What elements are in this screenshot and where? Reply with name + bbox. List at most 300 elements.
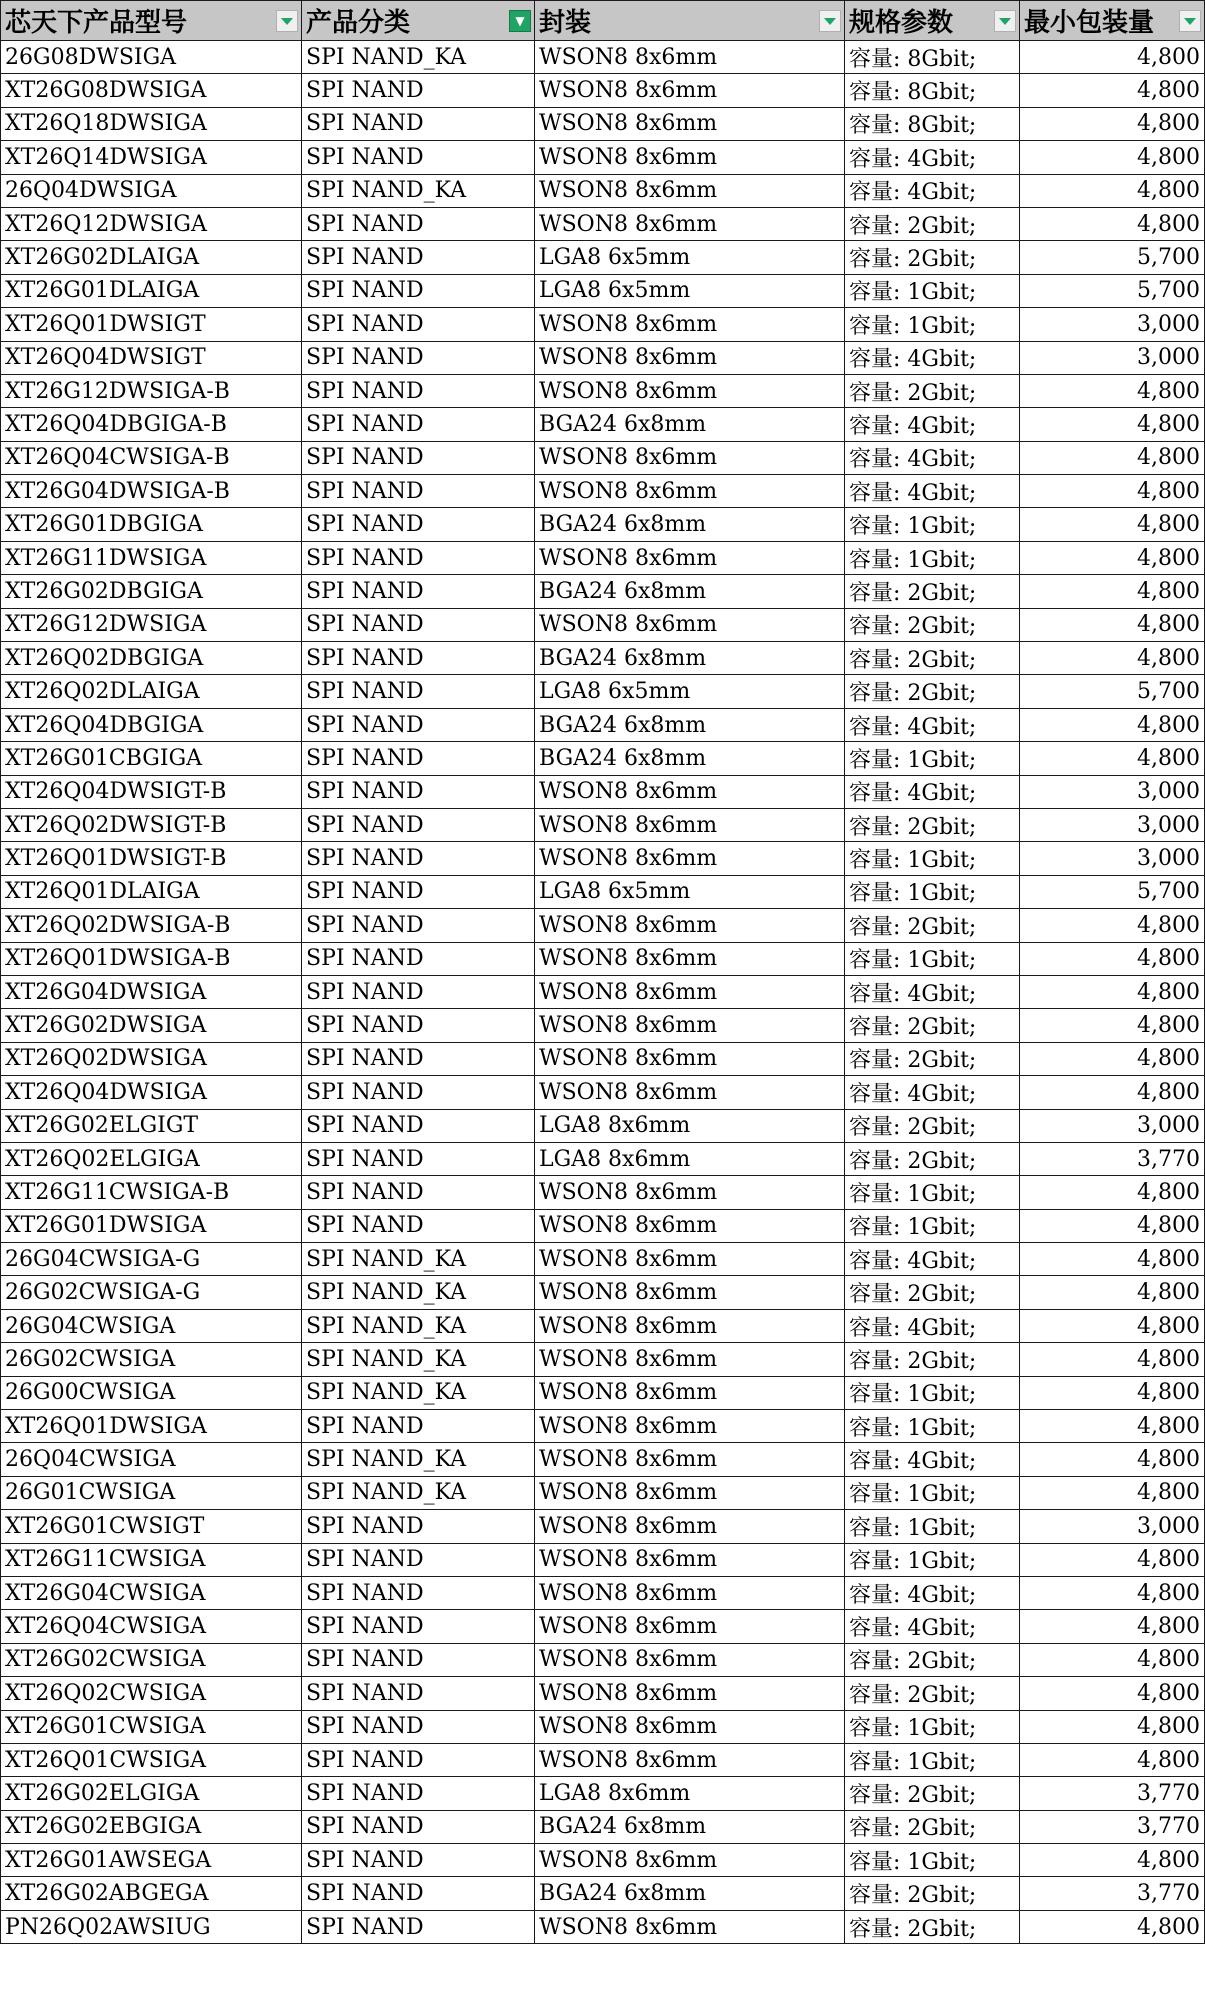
cell-spec[interactable]: 容量: 1Gbit;	[845, 842, 1020, 875]
cell-min-pack[interactable]: 3,000	[1020, 1109, 1205, 1142]
cell-package[interactable]: BGA24 6x8mm	[535, 742, 845, 775]
cell-spec[interactable]: 容量: 4Gbit;	[845, 775, 1020, 808]
cell-spec[interactable]: 容量: 1Gbit;	[845, 541, 1020, 574]
cell-min-pack[interactable]: 3,770	[1020, 1810, 1205, 1843]
cell-package[interactable]: WSON8 8x6mm	[535, 1243, 845, 1276]
cell-spec[interactable]: 容量: 1Gbit;	[845, 1543, 1020, 1576]
cell-category[interactable]: SPI NAND	[302, 1076, 535, 1109]
cell-package[interactable]: BGA24 6x8mm	[535, 508, 845, 541]
cell-model[interactable]: 26G02CWSIGA	[1, 1343, 302, 1376]
cell-model[interactable]: XT26G04CWSIGA	[1, 1576, 302, 1609]
table-row	[1, 1109, 1205, 1142]
cell-package[interactable]: WSON8 8x6mm	[535, 1176, 845, 1209]
cell-spec[interactable]: 容量: 2Gbit;	[845, 1109, 1020, 1142]
cell-model[interactable]: XT26G01CWSIGA	[1, 1710, 302, 1743]
cell-category[interactable]: SPI NAND	[302, 1710, 535, 1743]
cell-min-pack[interactable]: 4,800	[1020, 1343, 1205, 1376]
cell-min-pack[interactable]: 4,800	[1020, 1844, 1205, 1877]
cell-model[interactable]: 26G04CWSIGA-G	[1, 1243, 302, 1276]
cell-model[interactable]: XT26G02ELGIGT	[1, 1109, 302, 1142]
cell-package[interactable]: WSON8 8x6mm	[535, 308, 845, 341]
cell-spec[interactable]: 容量: 8Gbit;	[845, 41, 1020, 74]
dropdown-arrow-icon[interactable]	[819, 10, 841, 32]
table-row	[1, 1009, 1205, 1042]
cell-package[interactable]: BGA24 6x8mm	[535, 642, 845, 675]
cell-category[interactable]: SPI NAND	[302, 1142, 535, 1175]
cell-package[interactable]: WSON8 8x6mm	[535, 808, 845, 841]
cell-spec[interactable]: 容量: 2Gbit;	[845, 1810, 1020, 1843]
cell-spec[interactable]: 容量: 2Gbit;	[845, 909, 1020, 942]
cell-spec[interactable]: 容量: 1Gbit;	[845, 1710, 1020, 1743]
table-row	[1, 1710, 1205, 1743]
cell-min-pack[interactable]: 4,800	[1020, 374, 1205, 407]
cell-min-pack[interactable]: 4,800	[1020, 141, 1205, 174]
cell-package[interactable]: BGA24 6x8mm	[535, 575, 845, 608]
cell-min-pack[interactable]: 3,000	[1020, 308, 1205, 341]
cell-spec[interactable]: 容量: 4Gbit;	[845, 341, 1020, 374]
cell-package[interactable]: WSON8 8x6mm	[535, 1677, 845, 1710]
cell-category[interactable]: SPI NAND_KA	[302, 1309, 535, 1342]
cell-spec[interactable]: 容量: 1Gbit;	[845, 1209, 1020, 1242]
cell-min-pack[interactable]: 3,770	[1020, 1777, 1205, 1810]
cell-min-pack[interactable]: 4,800	[1020, 742, 1205, 775]
cell-min-pack[interactable]: 4,800	[1020, 1076, 1205, 1109]
cell-package[interactable]: WSON8 8x6mm	[535, 141, 845, 174]
cell-category[interactable]: SPI NAND	[302, 1109, 535, 1142]
cell-model[interactable]: XT26G02DWSIGA	[1, 1009, 302, 1042]
cell-package[interactable]: WSON8 8x6mm	[535, 1410, 845, 1443]
cell-spec[interactable]: 容量: 1Gbit;	[845, 1743, 1020, 1776]
cell-category[interactable]: SPI NAND	[302, 742, 535, 775]
cell-spec[interactable]: 容量: 1Gbit;	[845, 1844, 1020, 1877]
cell-category[interactable]: SPI NAND	[302, 942, 535, 975]
cell-spec[interactable]: 容量: 2Gbit;	[845, 1677, 1020, 1710]
cell-category[interactable]: SPI NAND	[302, 1042, 535, 1075]
cell-model[interactable]: XT26Q01DWSIGT-B	[1, 842, 302, 875]
cell-min-pack[interactable]: 3,000	[1020, 775, 1205, 808]
cell-package[interactable]: WSON8 8x6mm	[535, 1209, 845, 1242]
cell-package[interactable]: WSON8 8x6mm	[535, 441, 845, 474]
cell-category[interactable]: SPI NAND	[302, 575, 535, 608]
cell-min-pack[interactable]: 4,800	[1020, 1543, 1205, 1576]
cell-category[interactable]: SPI NAND	[302, 1209, 535, 1242]
cell-category[interactable]: SPI NAND_KA	[302, 1376, 535, 1409]
cell-min-pack[interactable]: 4,800	[1020, 1243, 1205, 1276]
cell-package[interactable]: WSON8 8x6mm	[535, 475, 845, 508]
cell-category[interactable]: SPI NAND	[302, 1176, 535, 1209]
dropdown-arrow-icon[interactable]	[1179, 10, 1201, 32]
cell-spec[interactable]: 容量: 8Gbit;	[845, 107, 1020, 140]
cell-min-pack[interactable]: 4,800	[1020, 1643, 1205, 1676]
cell-package[interactable]: LGA8 6x5mm	[535, 875, 845, 908]
header-min-pack[interactable]	[1020, 1, 1205, 41]
cell-spec[interactable]: 容量: 4Gbit;	[845, 441, 1020, 474]
cell-category[interactable]: SPI NAND	[302, 675, 535, 708]
cell-model[interactable]: XT26G01AWSEGA	[1, 1844, 302, 1877]
cell-model[interactable]: XT26Q02DWSIGA	[1, 1042, 302, 1075]
cell-min-pack[interactable]: 4,800	[1020, 1376, 1205, 1409]
cell-package[interactable]: WSON8 8x6mm	[535, 74, 845, 107]
cell-category[interactable]: SPI NAND	[302, 107, 535, 140]
cell-min-pack[interactable]: 4,800	[1020, 1209, 1205, 1242]
cell-min-pack[interactable]: 5,700	[1020, 274, 1205, 307]
cell-category[interactable]: SPI NAND	[302, 207, 535, 240]
cell-spec[interactable]: 容量: 1Gbit;	[845, 875, 1020, 908]
cell-category[interactable]: SPI NAND	[302, 1810, 535, 1843]
cell-min-pack[interactable]: 4,800	[1020, 1009, 1205, 1042]
cell-min-pack[interactable]: 4,800	[1020, 642, 1205, 675]
cell-model[interactable]: XT26G12DWSIGA-B	[1, 374, 302, 407]
cell-min-pack[interactable]: 4,800	[1020, 1710, 1205, 1743]
cell-package[interactable]: WSON8 8x6mm	[535, 1009, 845, 1042]
cell-min-pack[interactable]: 4,800	[1020, 107, 1205, 140]
cell-package[interactable]: WSON8 8x6mm	[535, 1376, 845, 1409]
cell-package[interactable]: WSON8 8x6mm	[535, 107, 845, 140]
cell-package[interactable]: WSON8 8x6mm	[535, 1576, 845, 1609]
cell-package[interactable]: WSON8 8x6mm	[535, 1042, 845, 1075]
cell-package[interactable]: WSON8 8x6mm	[535, 942, 845, 975]
cell-category[interactable]: SPI NAND	[302, 1510, 535, 1543]
cell-model[interactable]: XT26G08DWSIGA	[1, 74, 302, 107]
cell-min-pack[interactable]: 4,800	[1020, 1910, 1205, 1943]
cell-spec[interactable]: 容量: 2Gbit;	[845, 642, 1020, 675]
cell-min-pack[interactable]: 4,800	[1020, 408, 1205, 441]
cell-spec[interactable]: 容量: 4Gbit;	[845, 1309, 1020, 1342]
cell-model[interactable]: XT26Q02DLAIGA	[1, 675, 302, 708]
cell-min-pack[interactable]: 4,800	[1020, 608, 1205, 641]
cell-min-pack[interactable]: 4,800	[1020, 1276, 1205, 1309]
cell-model[interactable]: XT26Q14DWSIGA	[1, 141, 302, 174]
cell-category[interactable]: SPI NAND	[302, 808, 535, 841]
cell-package[interactable]: WSON8 8x6mm	[535, 1610, 845, 1643]
cell-model[interactable]: 26Q04CWSIGA	[1, 1443, 302, 1476]
cell-package[interactable]: WSON8 8x6mm	[535, 842, 845, 875]
cell-category[interactable]: SPI NAND	[302, 1009, 535, 1042]
cell-model[interactable]: XT26Q02ELGIGA	[1, 1142, 302, 1175]
cell-min-pack[interactable]: 4,800	[1020, 575, 1205, 608]
cell-category[interactable]: SPI NAND	[302, 1610, 535, 1643]
cell-spec[interactable]: 容量: 2Gbit;	[845, 207, 1020, 240]
header-category[interactable]	[302, 1, 535, 41]
cell-min-pack[interactable]: 3,000	[1020, 842, 1205, 875]
cell-model[interactable]: XT26G02ABGEGA	[1, 1877, 302, 1910]
cell-category[interactable]: SPI NAND	[302, 1743, 535, 1776]
cell-min-pack[interactable]: 3,000	[1020, 808, 1205, 841]
cell-model[interactable]: XT26G01CBGIGA	[1, 742, 302, 775]
cell-model[interactable]: 26G02CWSIGA-G	[1, 1276, 302, 1309]
cell-package[interactable]: WSON8 8x6mm	[535, 1309, 845, 1342]
cell-min-pack[interactable]: 4,800	[1020, 207, 1205, 240]
cell-model[interactable]: 26Q04DWSIGA	[1, 174, 302, 207]
cell-category[interactable]: SPI NAND	[302, 341, 535, 374]
cell-category[interactable]: SPI NAND	[302, 408, 535, 441]
cell-model[interactable]: XT26Q12DWSIGA	[1, 207, 302, 240]
cell-min-pack[interactable]: 3,000	[1020, 341, 1205, 374]
cell-category[interactable]: SPI NAND_KA	[302, 1243, 535, 1276]
cell-model[interactable]: XT26Q04CWSIGA-B	[1, 441, 302, 474]
cell-model[interactable]: 26G04CWSIGA	[1, 1309, 302, 1342]
cell-package[interactable]: WSON8 8x6mm	[535, 174, 845, 207]
cell-category[interactable]: SPI NAND	[302, 708, 535, 741]
cell-spec[interactable]: 容量: 4Gbit;	[845, 141, 1020, 174]
cell-spec[interactable]: 容量: 4Gbit;	[845, 708, 1020, 741]
cell-model[interactable]: XT26G01DBGIGA	[1, 508, 302, 541]
cell-spec[interactable]: 容量: 2Gbit;	[845, 1777, 1020, 1810]
cell-package[interactable]: WSON8 8x6mm	[535, 1076, 845, 1109]
cell-model[interactable]: XT26Q04DWSIGT-B	[1, 775, 302, 808]
cell-spec[interactable]: 容量: 4Gbit;	[845, 174, 1020, 207]
cell-spec[interactable]: 容量: 1Gbit;	[845, 274, 1020, 307]
cell-category[interactable]: SPI NAND	[302, 1677, 535, 1710]
cell-min-pack[interactable]: 4,800	[1020, 1743, 1205, 1776]
cell-model[interactable]: XT26G02ELGIGA	[1, 1777, 302, 1810]
cell-min-pack[interactable]: 4,800	[1020, 1443, 1205, 1476]
cell-spec[interactable]: 容量: 4Gbit;	[845, 1610, 1020, 1643]
cell-spec[interactable]: 容量: 1Gbit;	[845, 1410, 1020, 1443]
cell-spec[interactable]: 容量: 2Gbit;	[845, 1877, 1020, 1910]
cell-spec[interactable]: 容量: 2Gbit;	[845, 1343, 1020, 1376]
cell-min-pack[interactable]: 4,800	[1020, 1677, 1205, 1710]
cell-spec[interactable]: 容量: 4Gbit;	[845, 1243, 1020, 1276]
cell-spec[interactable]: 容量: 1Gbit;	[845, 1376, 1020, 1409]
cell-spec[interactable]: 容量: 1Gbit;	[845, 1510, 1020, 1543]
cell-package[interactable]: WSON8 8x6mm	[535, 975, 845, 1008]
cell-package[interactable]: WSON8 8x6mm	[535, 1743, 845, 1776]
cell-model[interactable]: XT26Q02DWSIGT-B	[1, 808, 302, 841]
cell-model[interactable]: XT26Q02CWSIGA	[1, 1677, 302, 1710]
cell-spec[interactable]: 容量: 2Gbit;	[845, 808, 1020, 841]
cell-model[interactable]: XT26G04DWSIGA	[1, 975, 302, 1008]
cell-category[interactable]: SPI NAND	[302, 441, 535, 474]
cell-package[interactable]: WSON8 8x6mm	[535, 909, 845, 942]
cell-model[interactable]: XT26Q01DWSIGT	[1, 308, 302, 341]
cell-model[interactable]: XT26Q01CWSIGA	[1, 1743, 302, 1776]
cell-package[interactable]: WSON8 8x6mm	[535, 341, 845, 374]
cell-model[interactable]: XT26G01CWSIGT	[1, 1510, 302, 1543]
cell-category[interactable]: SPI NAND_KA	[302, 1276, 535, 1309]
cell-category[interactable]: SPI NAND	[302, 308, 535, 341]
cell-package[interactable]: LGA8 6x5mm	[535, 274, 845, 307]
cell-model[interactable]: XT26G11CWSIGA-B	[1, 1176, 302, 1209]
cell-category[interactable]: SPI NAND	[302, 508, 535, 541]
cell-min-pack[interactable]: 4,800	[1020, 541, 1205, 574]
cell-model[interactable]: XT26G01DLAIGA	[1, 274, 302, 307]
header-spec[interactable]	[845, 1, 1020, 41]
cell-spec[interactable]: 容量: 2Gbit;	[845, 241, 1020, 274]
cell-min-pack[interactable]: 5,700	[1020, 675, 1205, 708]
cell-category[interactable]: SPI NAND	[302, 775, 535, 808]
cell-package[interactable]: WSON8 8x6mm	[535, 1910, 845, 1943]
cell-model[interactable]: XT26Q01DLAIGA	[1, 875, 302, 908]
cell-model[interactable]: XT26G04DWSIGA-B	[1, 475, 302, 508]
cell-package[interactable]: BGA24 6x8mm	[535, 708, 845, 741]
cell-category[interactable]: SPI NAND_KA	[302, 174, 535, 207]
dropdown-arrow-icon[interactable]	[994, 10, 1016, 32]
cell-category[interactable]: SPI NAND	[302, 1844, 535, 1877]
cell-model[interactable]: 26G00CWSIGA	[1, 1376, 302, 1409]
cell-category[interactable]: SPI NAND_KA	[302, 1476, 535, 1509]
cell-spec[interactable]: 容量: 1Gbit;	[845, 742, 1020, 775]
cell-min-pack[interactable]: 4,800	[1020, 1610, 1205, 1643]
cell-category[interactable]: SPI NAND	[302, 1910, 535, 1943]
cell-model[interactable]: XT26G11DWSIGA	[1, 541, 302, 574]
dropdown-arrow-icon[interactable]	[276, 10, 298, 32]
cell-spec[interactable]: 容量: 1Gbit;	[845, 1476, 1020, 1509]
cell-category[interactable]: SPI NAND	[302, 541, 535, 574]
cell-model[interactable]: XT26Q18DWSIGA	[1, 107, 302, 140]
cell-package[interactable]: WSON8 8x6mm	[535, 207, 845, 240]
cell-model[interactable]: XT26G02DBGIGA	[1, 575, 302, 608]
cell-category[interactable]: SPI NAND	[302, 141, 535, 174]
cell-min-pack[interactable]: 5,700	[1020, 875, 1205, 908]
cell-model[interactable]: XT26Q01DWSIGA	[1, 1410, 302, 1443]
cell-model[interactable]: 26G08DWSIGA	[1, 41, 302, 74]
cell-min-pack[interactable]: 5,700	[1020, 241, 1205, 274]
cell-package[interactable]: LGA8 8x6mm	[535, 1142, 845, 1175]
cell-model[interactable]: XT26Q02DWSIGA-B	[1, 909, 302, 942]
cell-min-pack[interactable]: 4,800	[1020, 708, 1205, 741]
cell-package[interactable]: WSON8 8x6mm	[535, 1710, 845, 1743]
cell-min-pack[interactable]: 4,800	[1020, 74, 1205, 107]
cell-min-pack[interactable]: 4,800	[1020, 909, 1205, 942]
cell-category[interactable]: SPI NAND	[302, 1643, 535, 1676]
cell-model[interactable]: XT26G02DLAIGA	[1, 241, 302, 274]
cell-package[interactable]: WSON8 8x6mm	[535, 608, 845, 641]
cell-category[interactable]: SPI NAND	[302, 842, 535, 875]
cell-category[interactable]: SPI NAND	[302, 1777, 535, 1810]
cell-min-pack[interactable]: 4,800	[1020, 942, 1205, 975]
cell-spec[interactable]: 容量: 2Gbit;	[845, 1042, 1020, 1075]
cell-category[interactable]: SPI NAND	[302, 374, 535, 407]
cell-package[interactable]: WSON8 8x6mm	[535, 374, 845, 407]
cell-spec[interactable]: 容量: 8Gbit;	[845, 74, 1020, 107]
cell-min-pack[interactable]: 4,800	[1020, 1042, 1205, 1075]
cell-package[interactable]: WSON8 8x6mm	[535, 1844, 845, 1877]
cell-package[interactable]: WSON8 8x6mm	[535, 1510, 845, 1543]
cell-spec[interactable]: 容量: 2Gbit;	[845, 608, 1020, 641]
cell-spec[interactable]: 容量: 2Gbit;	[845, 1910, 1020, 1943]
cell-min-pack[interactable]: 4,800	[1020, 174, 1205, 207]
cell-category[interactable]: SPI NAND	[302, 1877, 535, 1910]
cell-model[interactable]: XT26G01DWSIGA	[1, 1209, 302, 1242]
cell-package[interactable]: WSON8 8x6mm	[535, 541, 845, 574]
cell-package[interactable]: LGA8 8x6mm	[535, 1109, 845, 1142]
filter-funnel-icon[interactable]: ▼	[509, 10, 531, 32]
cell-package[interactable]: LGA8 6x5mm	[535, 675, 845, 708]
cell-package[interactable]: WSON8 8x6mm	[535, 1643, 845, 1676]
cell-model[interactable]: XT26Q04DWSIGT	[1, 341, 302, 374]
cell-model[interactable]: 26G01CWSIGA	[1, 1476, 302, 1509]
cell-category[interactable]: SPI NAND	[302, 875, 535, 908]
cell-spec[interactable]: 容量: 2Gbit;	[845, 675, 1020, 708]
cell-min-pack[interactable]: 3,000	[1020, 1510, 1205, 1543]
cell-package[interactable]: WSON8 8x6mm	[535, 1543, 845, 1576]
cell-category[interactable]: SPI NAND	[302, 1410, 535, 1443]
cell-min-pack[interactable]: 4,800	[1020, 1476, 1205, 1509]
cell-spec[interactable]: 容量: 2Gbit;	[845, 374, 1020, 407]
cell-category[interactable]: SPI NAND	[302, 475, 535, 508]
cell-package[interactable]: BGA24 6x8mm	[535, 408, 845, 441]
cell-model[interactable]: XT26Q04DBGIGA-B	[1, 408, 302, 441]
cell-spec[interactable]: 容量: 2Gbit;	[845, 1142, 1020, 1175]
cell-spec[interactable]: 容量: 1Gbit;	[845, 942, 1020, 975]
cell-model[interactable]: XT26G12DWSIGA	[1, 608, 302, 641]
cell-package[interactable]: WSON8 8x6mm	[535, 41, 845, 74]
cell-spec[interactable]: 容量: 1Gbit;	[845, 308, 1020, 341]
cell-category[interactable]: SPI NAND	[302, 1543, 535, 1576]
cell-model[interactable]: XT26G11CWSIGA	[1, 1543, 302, 1576]
table-row	[1, 341, 1205, 374]
cell-package[interactable]: WSON8 8x6mm	[535, 1343, 845, 1376]
cell-min-pack[interactable]: 4,800	[1020, 41, 1205, 74]
cell-spec[interactable]: 容量: 4Gbit;	[845, 1576, 1020, 1609]
cell-category[interactable]: SPI NAND_KA	[302, 41, 535, 74]
cell-package[interactable]: WSON8 8x6mm	[535, 775, 845, 808]
cell-spec[interactable]: 容量: 4Gbit;	[845, 1443, 1020, 1476]
cell-package[interactable]: LGA8 6x5mm	[535, 241, 845, 274]
table-row	[1, 1343, 1205, 1376]
cell-model[interactable]: XT26G02EBGIGA	[1, 1810, 302, 1843]
cell-model[interactable]: XT26Q01DWSIGA-B	[1, 942, 302, 975]
cell-category[interactable]: SPI NAND	[302, 74, 535, 107]
cell-model[interactable]: XT26G02CWSIGA	[1, 1643, 302, 1676]
cell-spec[interactable]: 容量: 4Gbit;	[845, 475, 1020, 508]
cell-spec[interactable]: 容量: 2Gbit;	[845, 1643, 1020, 1676]
cell-package[interactable]: LGA8 8x6mm	[535, 1777, 845, 1810]
cell-model[interactable]: PN26Q02AWSIUG	[1, 1910, 302, 1943]
cell-category[interactable]: SPI NAND	[302, 642, 535, 675]
cell-model[interactable]: XT26Q04CWSIGA	[1, 1610, 302, 1643]
cell-min-pack[interactable]: 4,800	[1020, 1410, 1205, 1443]
cell-spec[interactable]: 容量: 2Gbit;	[845, 1276, 1020, 1309]
cell-min-pack[interactable]: 3,770	[1020, 1142, 1205, 1175]
cell-model[interactable]: XT26Q04DWSIGA	[1, 1076, 302, 1109]
header-model[interactable]	[1, 1, 302, 41]
cell-category[interactable]: SPI NAND	[302, 241, 535, 274]
cell-spec[interactable]: 容量: 2Gbit;	[845, 575, 1020, 608]
cell-spec[interactable]: 容量: 4Gbit;	[845, 975, 1020, 1008]
cell-spec[interactable]: 容量: 1Gbit;	[845, 508, 1020, 541]
cell-package[interactable]: BGA24 6x8mm	[535, 1877, 845, 1910]
cell-category[interactable]: SPI NAND	[302, 909, 535, 942]
cell-model[interactable]: XT26Q02DBGIGA	[1, 642, 302, 675]
header-package[interactable]	[535, 1, 845, 41]
cell-package[interactable]: BGA24 6x8mm	[535, 1810, 845, 1843]
cell-spec[interactable]: 容量: 2Gbit;	[845, 1009, 1020, 1042]
cell-min-pack[interactable]: 4,800	[1020, 508, 1205, 541]
cell-min-pack[interactable]: 4,800	[1020, 1309, 1205, 1342]
cell-min-pack[interactable]: 4,800	[1020, 1176, 1205, 1209]
cell-category[interactable]: SPI NAND_KA	[302, 1343, 535, 1376]
cell-category[interactable]: SPI NAND	[302, 975, 535, 1008]
cell-min-pack[interactable]: 4,800	[1020, 975, 1205, 1008]
cell-min-pack[interactable]: 3,770	[1020, 1877, 1205, 1910]
cell-min-pack[interactable]: 4,800	[1020, 1576, 1205, 1609]
cell-model[interactable]: XT26Q04DBGIGA	[1, 708, 302, 741]
cell-category[interactable]: SPI NAND_KA	[302, 1443, 535, 1476]
cell-min-pack[interactable]: 4,800	[1020, 441, 1205, 474]
cell-package[interactable]: WSON8 8x6mm	[535, 1276, 845, 1309]
cell-package[interactable]: WSON8 8x6mm	[535, 1476, 845, 1509]
cell-min-pack[interactable]: 4,800	[1020, 475, 1205, 508]
cell-category[interactable]: SPI NAND	[302, 1576, 535, 1609]
cell-spec[interactable]: 容量: 1Gbit;	[845, 1176, 1020, 1209]
cell-category[interactable]: SPI NAND	[302, 608, 535, 641]
cell-spec[interactable]: 容量: 4Gbit;	[845, 1076, 1020, 1109]
cell-spec[interactable]: 容量: 4Gbit;	[845, 408, 1020, 441]
cell-category[interactable]: SPI NAND	[302, 274, 535, 307]
cell-package[interactable]: WSON8 8x6mm	[535, 1443, 845, 1476]
